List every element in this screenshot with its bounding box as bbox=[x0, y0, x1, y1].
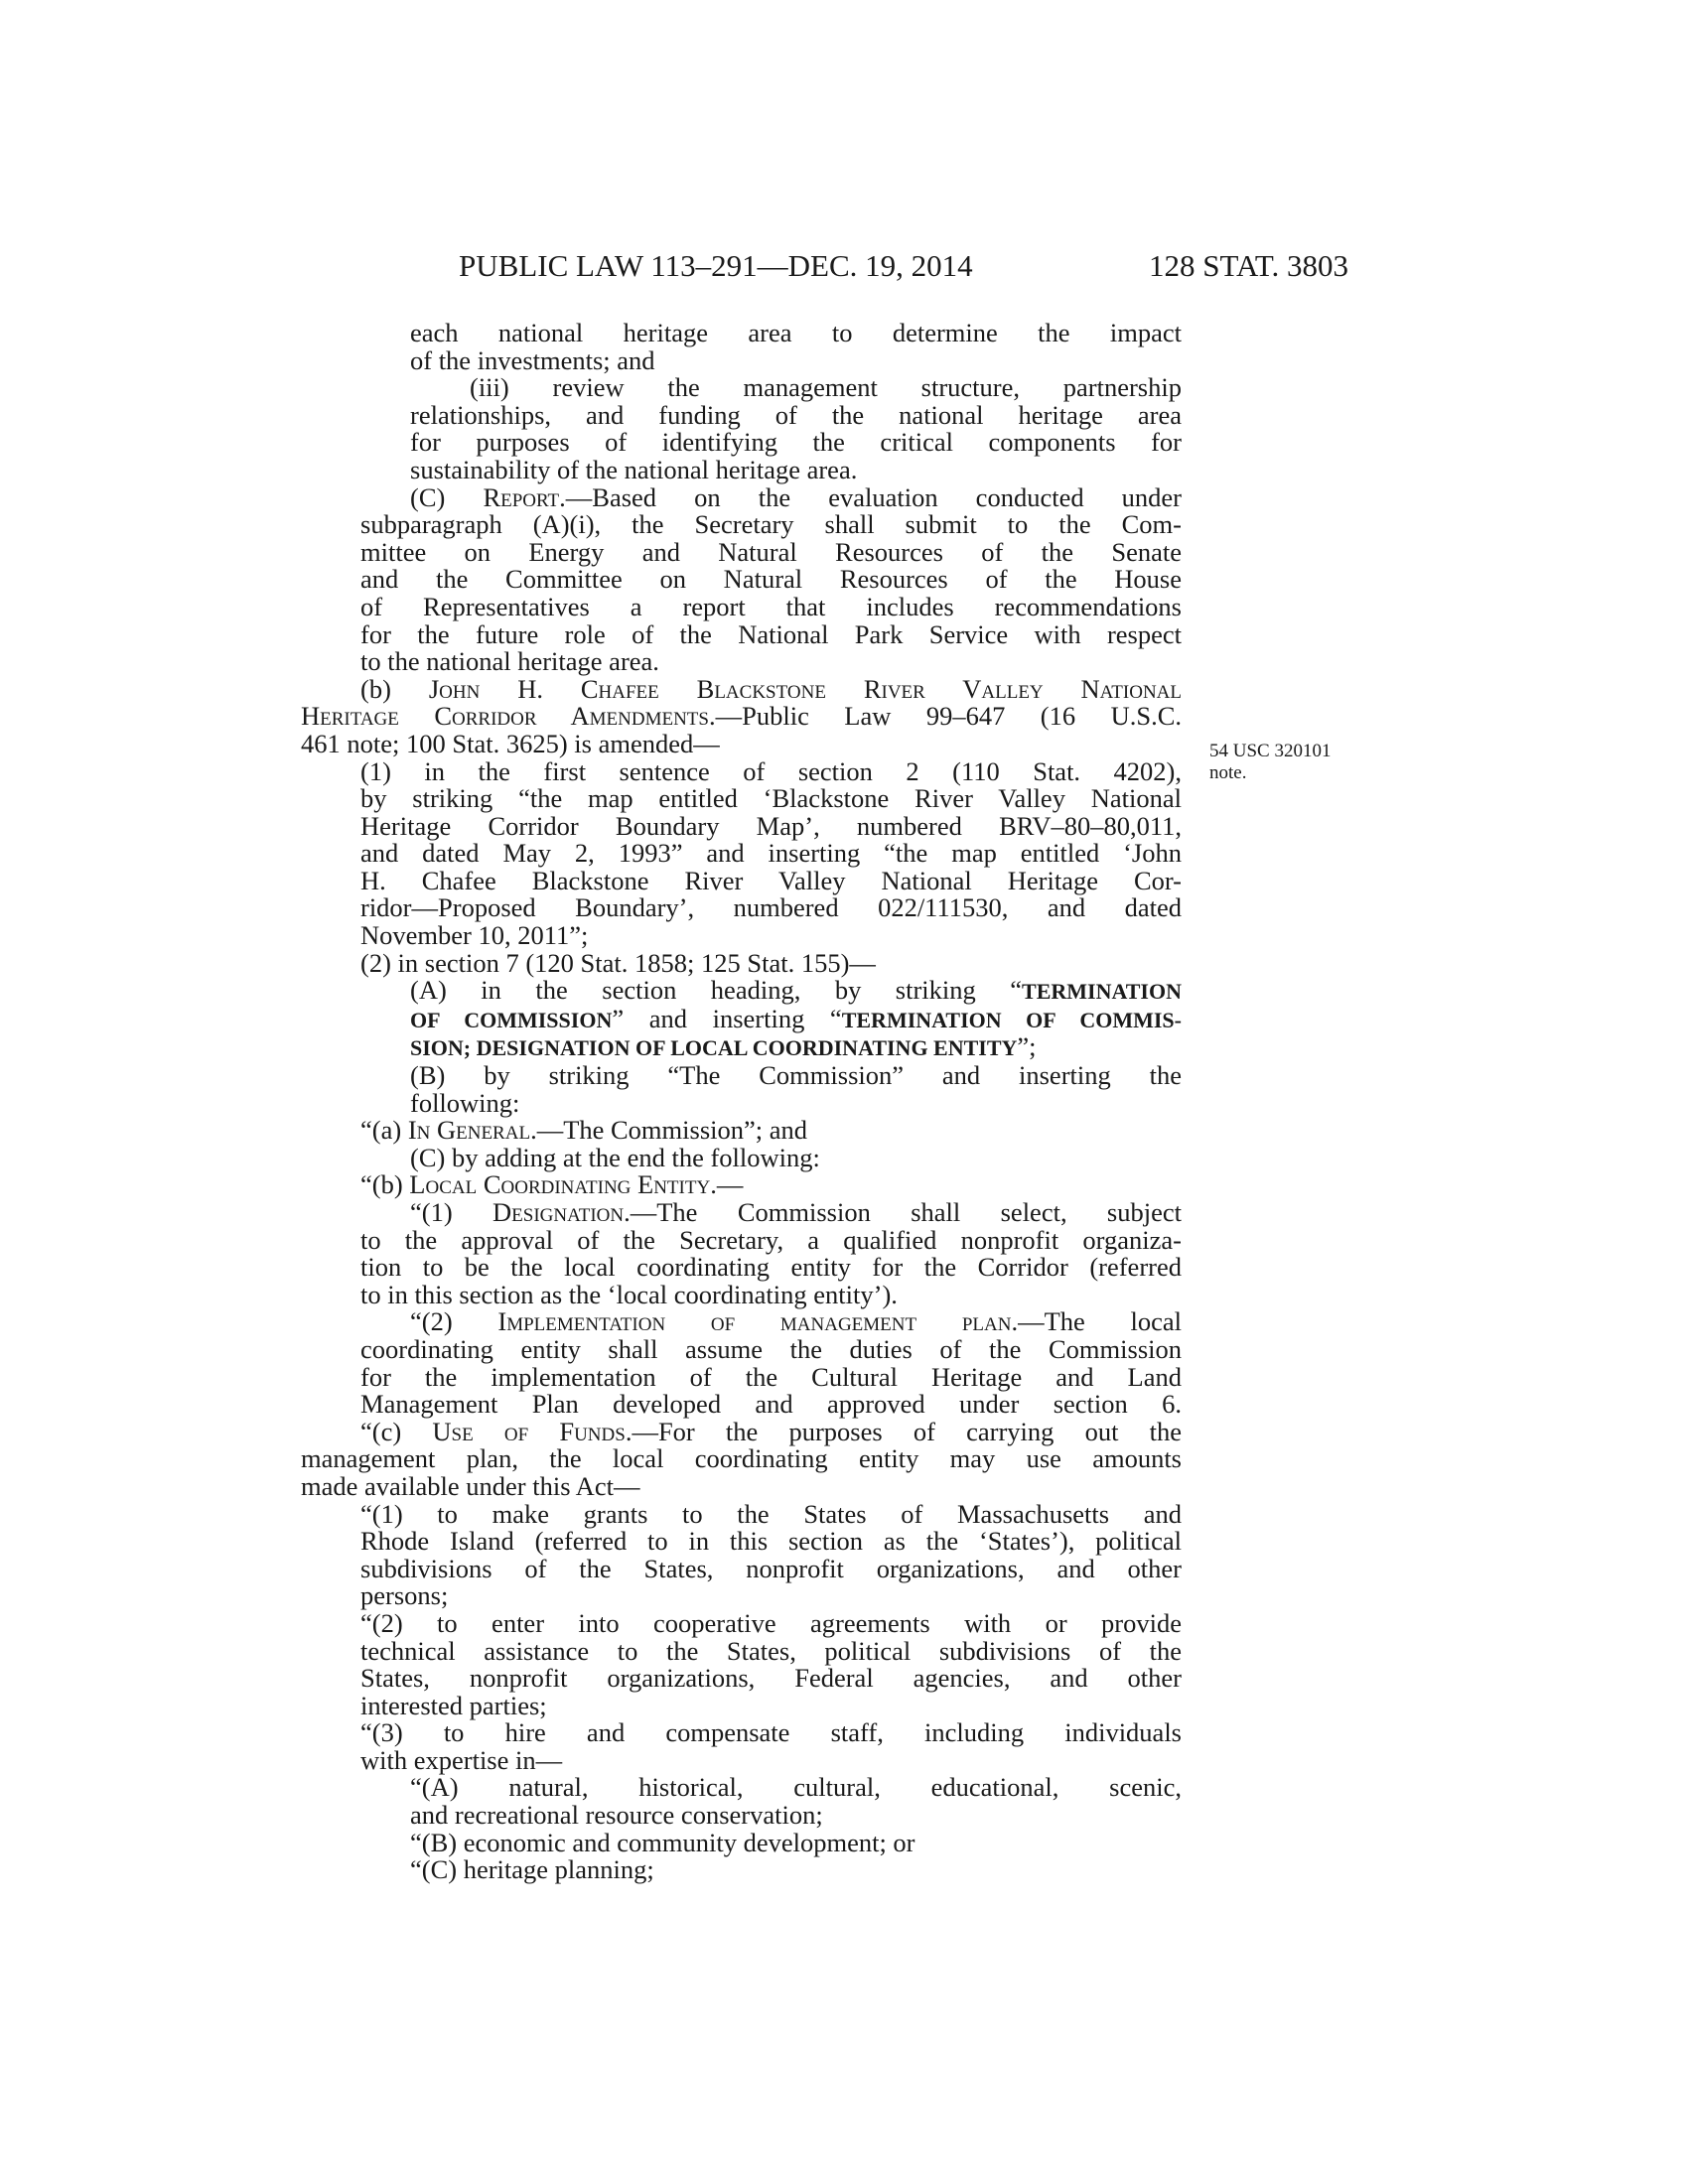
text-line: sustainability of the national heritage area. bbox=[410, 454, 858, 484]
text-line: (C) by adding at the end the following: bbox=[410, 1142, 820, 1172]
text-line: (iii) review the management structure, partnership bbox=[470, 372, 1182, 403]
bold-text: SION; DESIGNATION OF LOCAL COORDINATING ENTITY bbox=[410, 1035, 1018, 1061]
text-line: 461 note; 100 Stat. 3625) is amended— bbox=[301, 728, 720, 758]
text-line: for purposes of identifying the critical components for bbox=[410, 427, 1182, 458]
text-line: “(b) Local Coordinating Entity.— bbox=[360, 1169, 744, 1200]
text-line: Heritage Corridor Amendments.—Public Law 99–647 (16 U.S.C. bbox=[301, 701, 1182, 732]
text-line: to the approval of the Secretary, a qualified nonprofit organiza- bbox=[360, 1224, 1182, 1255]
text-line: (1) in the first sentence of section 2 (110 Stat. 4202), bbox=[360, 755, 1182, 786]
text-line: H. Chafee Blackstone River Valley National Heritage Cor- bbox=[360, 865, 1182, 895]
bold-text: OF COMMISSION bbox=[410, 1007, 613, 1032]
text-line: States, nonprofit organizations, Federal agencies, and other bbox=[360, 1663, 1182, 1694]
text-line: OF COMMISSION” and inserting “TERMINATION OF COMMIS- bbox=[410, 1003, 1182, 1033]
text-line: coordinating entity shall assume the duties of the Commission bbox=[360, 1333, 1182, 1364]
text-line: to in this section as the ‘local coordinating entity’). bbox=[360, 1279, 898, 1309]
heading-smallcaps: John H. Chafee Blackstone River Valley National bbox=[428, 673, 1182, 704]
heading-smallcaps: Use of Funds bbox=[432, 1416, 626, 1446]
bold-text: TERMINATION OF COMMIS- bbox=[841, 1007, 1182, 1032]
margin-note-line: note. bbox=[1209, 762, 1247, 783]
text-line: (A) in the section heading, by striking “TERMINATION bbox=[410, 975, 1182, 1006]
page-header-stat: 128 STAT. 3803 bbox=[1149, 248, 1349, 283]
text-line: by striking “the map entitled ‘Blackstone River Valley National bbox=[360, 783, 1182, 814]
text-line: for the implementation of the Cultural Heritage and Land bbox=[360, 1361, 1182, 1392]
text-line: “(3) to hire and compensate staff, including individuals bbox=[360, 1717, 1182, 1748]
text-line: (B) by striking “The Commission” and inserting the bbox=[410, 1060, 1182, 1091]
text-line: Rhode Island (referred to in this section as the ‘States’), political bbox=[360, 1526, 1182, 1557]
text-line: “(1) Designation.—The Commission shall select, subject bbox=[410, 1197, 1182, 1227]
document-body bbox=[301, 320, 1182, 1884]
text-line: “(A) natural, historical, cultural, educational, scenic, bbox=[410, 1772, 1182, 1803]
text-line: mittee on Energy and Natural Resources of the Senate bbox=[360, 536, 1182, 567]
text-line: “(C) heritage planning; bbox=[410, 1854, 654, 1885]
heading-smallcaps: Implementation of management plan bbox=[497, 1306, 1012, 1337]
text-line: tion to be the local coordinating entity for the Corridor (referred bbox=[360, 1252, 1182, 1283]
text-line: relationships, and funding of the national heritage area bbox=[410, 399, 1182, 430]
heading-smallcaps: In General bbox=[407, 1115, 531, 1146]
text-line: subdivisions of the States, nonprofit organizations, and other bbox=[360, 1553, 1182, 1583]
text-line: SION; DESIGNATION OF LOCAL COORDINATING ENTITY”; bbox=[410, 1031, 1037, 1062]
text-line: following: bbox=[410, 1087, 520, 1118]
page-header-title: PUBLIC LAW 113–291—DEC. 19, 2014 bbox=[459, 248, 973, 283]
text-line: persons; bbox=[360, 1580, 449, 1611]
text-line: “(2) Implementation of management plan.—The local bbox=[410, 1306, 1182, 1337]
bold-text: TERMINATION bbox=[1022, 979, 1182, 1005]
text-line: “(1) to make grants to the States of Massachusetts and bbox=[360, 1498, 1182, 1529]
text-line: made available under this Act— bbox=[301, 1470, 640, 1501]
text-line: subparagraph (A)(i), the Secretary shall submit to the Com- bbox=[360, 509, 1182, 540]
heading-smallcaps: Designation bbox=[492, 1197, 625, 1227]
text-line: ridor—Proposed Boundary’, numbered 022/111530, and dated bbox=[360, 892, 1182, 923]
text-line: Heritage Corridor Boundary Map’, numbered BRV–80–80,011, bbox=[360, 810, 1182, 841]
text-line: (C) Report.—Based on the evaluation conducted under bbox=[410, 481, 1183, 512]
heading-smallcaps: Local Coordinating Entity bbox=[409, 1169, 711, 1200]
text-line: “(2) to enter into cooperative agreements with or provide bbox=[360, 1607, 1182, 1638]
text-line: of the investments; and bbox=[410, 344, 655, 375]
text-line: “(a) In General.—The Commission”; and bbox=[360, 1115, 808, 1146]
text-line: (2) in section 7 (120 Stat. 1858; 125 Stat. 155)— bbox=[360, 947, 876, 978]
heading-smallcaps: Report bbox=[483, 481, 560, 512]
text-line: November 10, 2011”; bbox=[360, 920, 589, 951]
text-line: each national heritage area to determine the impact bbox=[410, 318, 1182, 347]
text-line: to the national heritage area. bbox=[360, 646, 659, 677]
text-line: of Representatives a report that includes recommendations bbox=[360, 591, 1182, 621]
text-line: Management Plan developed and approved under section 6. bbox=[360, 1389, 1182, 1420]
margin-note bbox=[1209, 741, 1331, 784]
margin-note-line: 54 USC 320101 bbox=[1209, 741, 1332, 761]
text-line: “(c) Use of Funds.—For the purposes of carrying out the bbox=[360, 1416, 1183, 1446]
text-line: and the Committee on Natural Resources of the House bbox=[360, 564, 1182, 595]
text-line: and recreational resource conservation; bbox=[410, 1800, 823, 1831]
text-line: (b) John H. Chafee Blackstone River Valley National bbox=[360, 673, 1182, 704]
text-line: with expertise in— bbox=[360, 1744, 563, 1775]
text-line: for the future role of the National Park Service with respect bbox=[360, 618, 1182, 649]
text-line: “(B) economic and community development; or bbox=[410, 1827, 915, 1857]
text-line: interested parties; bbox=[360, 1690, 547, 1720]
text-line: technical assistance to the States, political subdivisions of the bbox=[360, 1635, 1182, 1666]
heading-smallcaps: Heritage Corridor Amendments bbox=[301, 701, 709, 732]
text-line: and dated May 2, 1993” and inserting “the map entitled ‘John bbox=[360, 838, 1182, 869]
text-line: management plan, the local coordinating entity may use amounts bbox=[301, 1443, 1182, 1474]
